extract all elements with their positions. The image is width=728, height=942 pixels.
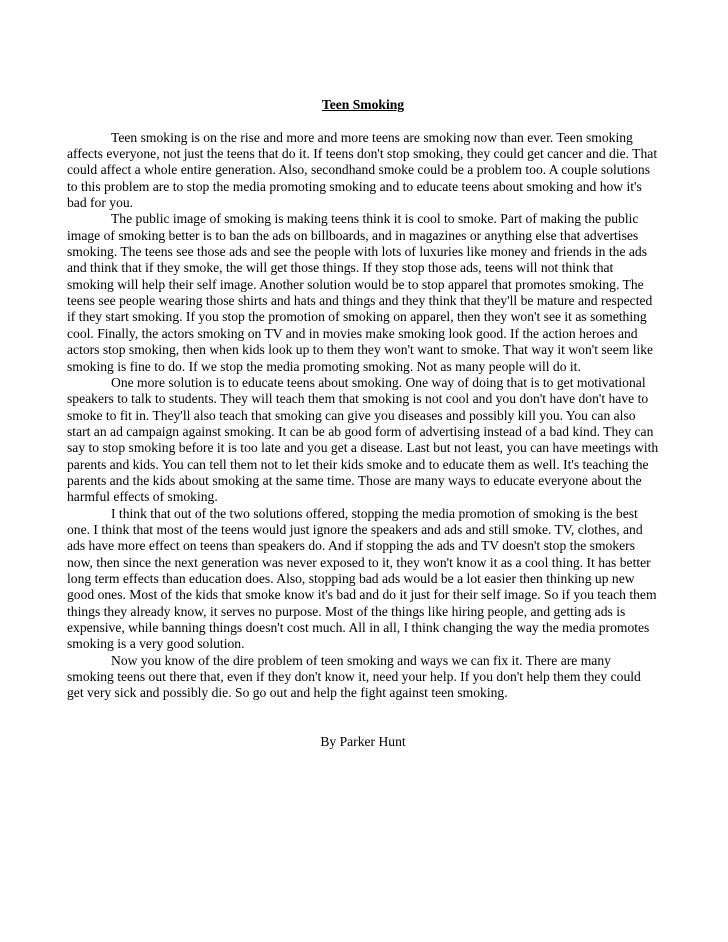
paragraph-best-solution: I think that out of the two solutions offered, stopping the media promotion of smoking is the best one. I think that most of the teens would just ignore the speakers and ads and still smoke. TV, clothes, and ads have more effect on teens than speakers do. And if stopping the ads and TV doesn't stop the smokers now, then since the next generation was never exposed to it, they won't know it as a cool thing. It has better long term effects than education does. Also, stopping bad ads would be a lot easier then thinking up new good ones. Most of the kids that smoke know it's bad and do it just for their self image. So if you teach them things they already know, it serves no purpose. Most of the things like hiring people, and getting ads is expensive, while banning things doesn't cost much. All in all, I think changing the way the media promotes smoking is a very good solution.	[67, 505, 657, 652]
paragraph-media-solution: The public image of smoking is making teens think it is cool to smoke. Part of making the public image of smoking better is to ban the ads on billboards, and in magazines or anything else that advertises smoking. The teens see those ads and see the people with lots of luxuries like money and friends in the ads and think that if they smoke, the will get those things. If they stop those ads, teens will not think that smoking will help their self image. Another solution would be to stop apparel that promotes smoking. The teens see people wearing those shirts and hats and things and they think that they'll be mature and respected if they start smoking. If you stop the promotion of smoking on apparel, then they won't see it as something cool. Finally, the actors smoking on TV and in movies make smoking look good. If the action heroes and actors stop smoking, then when kids look up to them they won't want to smoke. That way it won't seem like smoking is fine to do. If we stop the media promoting smoking. Not as many people will do it.	[67, 211, 654, 374]
essay-body	[67, 97, 659, 751]
author-byline: By Parker Hunt	[320, 734, 406, 750]
paragraph-introduction: Teen smoking is on the rise and more and more teens are smoking now than ever. Teen smoking affects everyone, not just the teens that do it. If teens don't stop smoking, they could get cancer and die. That could affect a whole entire generation. Also, secondhand smoke could be a problem too. A couple solutions to this problem are to stop the media promoting smoking and to educate teens about smoking and how it's bad for you.	[67, 129, 658, 211]
essay-title: Teen Smoking	[321, 97, 405, 112]
paragraph-conclusion: Now you know of the dire problem of teen smoking and ways we can fix it. There are many smoking teens out there that, even if they don't know it, need your help. If you don't help them they could get very sick and possibly die. So go out and help the fight against teen smoking.	[67, 652, 641, 701]
paragraph-education-solution: One more solution is to educate teens about smoking. One way of doing that is to get motivational speakers to talk to students. They will teach them that smoking is not cool and you don't have don't have to smoke to fit in. They'll also teach that smoking can give you diseases and possibly kill you. You can also start an ad campaign against smoking. It can be ab good form of advertising instead of a bad kind. They can say to stop smoking before it is too late and you get a disease. Last but not least, you can have meetings with parents and kids. You can tell them not to let their kids smoke and to educate them as well. It's teaching the parents and the kids about smoking at the same time. Those are many ways to educate everyone about the harmful effects of smoking.	[67, 374, 659, 505]
